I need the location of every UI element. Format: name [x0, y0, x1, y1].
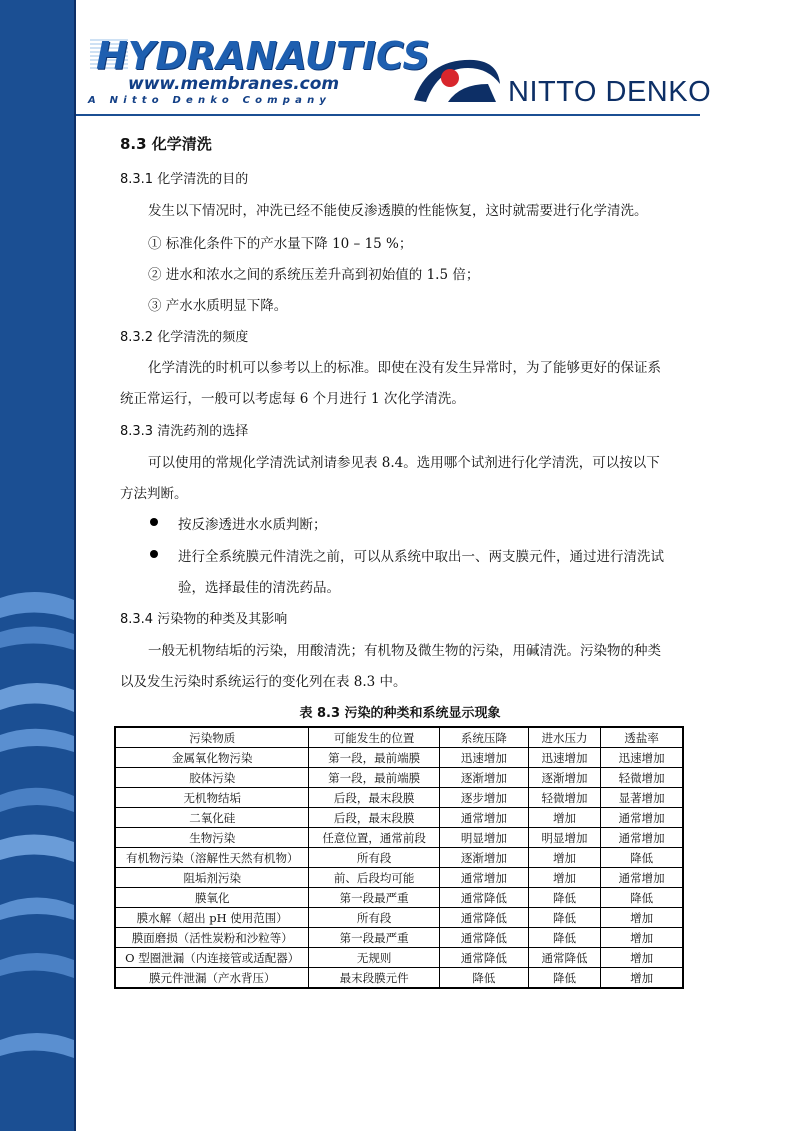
table-row	[115, 828, 683, 848]
table-cell: 通常增加	[439, 808, 528, 828]
paragraph: 以及发生污染时系统运行的变化列在表 8.3 中。	[120, 674, 407, 690]
table-cell: 任意位置，通常前段	[309, 828, 440, 848]
table-cell: 胶体污染	[115, 768, 309, 788]
table-cell: 通常增加	[601, 828, 683, 848]
column-header: 系统压降	[439, 727, 528, 748]
table-cell: 生物污染	[115, 828, 309, 848]
table-cell: 通常增加	[601, 808, 683, 828]
nitto-denko-wordmark: NITTO DENKO	[508, 76, 712, 108]
table-cell: 轻微增加	[528, 788, 601, 808]
bullet-icon	[150, 518, 158, 526]
table-cell: 膜元件泄漏（产水背压）	[115, 968, 309, 989]
table-cell: 迅速增加	[528, 748, 601, 768]
table-cell: 后段，最末段膜	[309, 788, 440, 808]
table-cell: 显著增加	[601, 788, 683, 808]
paragraph: 发生以下情况时，冲洗已经不能使反渗透膜的性能恢复，这时就需要进行化学清洗。	[148, 203, 648, 219]
table-cell: 无机物结垢	[115, 788, 309, 808]
table-cell: 膜面磨损（活性炭粉和沙粒等）	[115, 928, 309, 948]
table-cell: 第一段，最前端膜	[309, 748, 440, 768]
table-cell: 膜水解（超出 pH 使用范围）	[115, 908, 309, 928]
table-cell: 增加	[528, 868, 601, 888]
table-row	[115, 908, 683, 928]
table-row	[115, 748, 683, 768]
company-url: www.membranes.com	[128, 74, 340, 94]
table-cell: 第一段最严重	[309, 928, 440, 948]
table-cell: 增加	[528, 808, 601, 828]
table-cell: 通常降低	[528, 948, 601, 968]
table-cell: 明显增加	[439, 828, 528, 848]
paragraph: 方法判断。	[120, 486, 188, 502]
table-cell: 第一段，最前端膜	[309, 768, 440, 788]
table-cell: 通常增加	[601, 868, 683, 888]
bullet-item: 按反渗透进水水质判断；	[178, 517, 327, 533]
nitto-swoosh-icon	[408, 54, 504, 112]
list-item: ③ 产水水质明显下降。	[148, 298, 288, 314]
table-cell: 逐步增加	[439, 788, 528, 808]
table-cell: 逐渐增加	[439, 768, 528, 788]
column-header: 污染物质	[115, 727, 309, 748]
left-decorative-band	[0, 0, 74, 1131]
table-header-row	[115, 727, 683, 748]
table-row	[115, 848, 683, 868]
table-caption: 表 8.3 污染的种类和系统显示现象	[299, 706, 501, 721]
wave-decoration	[0, 0, 74, 1131]
header-rule	[76, 114, 700, 116]
table-row	[115, 968, 683, 989]
company-tagline: A Nitto Denko Company	[88, 95, 332, 106]
table-cell: 通常增加	[439, 868, 528, 888]
hydranautics-logo	[88, 30, 430, 110]
column-header: 透盐率	[601, 727, 683, 748]
paragraph: 统正常运行，一般可以考虑每 6 个月进行 1 次化学清洗。	[120, 391, 465, 407]
subsection-heading-8-3-4: 8.3.4 污染物的种类及其影响	[120, 612, 288, 627]
table-cell: 降低	[528, 888, 601, 908]
table-cell: 通常降低	[439, 948, 528, 968]
table-cell: 降低	[439, 968, 528, 989]
table-cell: 逐渐增加	[528, 768, 601, 788]
table-cell: 金属氧化物污染	[115, 748, 309, 768]
vertical-divider	[74, 0, 76, 1131]
table-cell: 所有段	[309, 908, 440, 928]
table-cell: 第一段最严重	[309, 888, 440, 908]
table-cell: 增加	[601, 908, 683, 928]
subsection-heading-8-3-3: 8.3.3 清洗药剂的选择	[120, 424, 249, 439]
pollution-table	[114, 726, 684, 989]
subsection-heading-8-3-2: 8.3.2 化学清洗的频度	[120, 330, 249, 345]
table-row	[115, 808, 683, 828]
nitto-denko-logo	[408, 54, 712, 112]
table-row	[115, 928, 683, 948]
table-cell: 有机物污染（溶解性天然有机物）	[115, 848, 309, 868]
table-cell: 所有段	[309, 848, 440, 868]
table-cell: 迅速增加	[439, 748, 528, 768]
table-cell: O 型圈泄漏（内连接管或适配器）	[115, 948, 309, 968]
table-row	[115, 888, 683, 908]
paragraph: 一般无机物结垢的污染，用酸清洗；有机物及微生物的污染，用碱清洗。污染物的种类	[148, 643, 661, 659]
table-cell: 降低	[528, 928, 601, 948]
bullet-icon	[150, 550, 158, 558]
table-cell: 后段，最末段膜	[309, 808, 440, 828]
section-title: 8.3 化学清洗	[120, 135, 212, 153]
table-row	[115, 948, 683, 968]
paragraph: 化学清洗的时机可以参考以上的标准。即使在没有发生异常时，为了能够更好的保证系	[148, 360, 661, 376]
table-cell: 降低	[601, 848, 683, 868]
hydranautics-wordmark: HYDRANAUTICS	[96, 34, 430, 78]
table-cell: 轻微增加	[601, 768, 683, 788]
table-cell: 膜氧化	[115, 888, 309, 908]
table-cell: 最末段膜元件	[309, 968, 440, 989]
table-cell: 增加	[601, 928, 683, 948]
table-cell: 阻垢剂污染	[115, 868, 309, 888]
table-cell: 通常降低	[439, 888, 528, 908]
list-item: ① 标准化条件下的产水量下降 10 – 15 %；	[148, 236, 413, 252]
bullet-item-continuation: 验，选择最佳的清洗药品。	[178, 580, 340, 596]
subsection-heading-8-3-1: 8.3.1 化学清洗的目的	[120, 172, 249, 187]
table-cell: 通常降低	[439, 928, 528, 948]
paragraph: 可以使用的常规化学清洗试剂请参见表 8.4。选用哪个试剂进行化学清洗，可以按以下	[148, 455, 660, 471]
column-header: 进水压力	[528, 727, 601, 748]
table-cell: 增加	[528, 848, 601, 868]
table-cell: 降低	[528, 908, 601, 928]
table-row	[115, 768, 683, 788]
table-row	[115, 868, 683, 888]
table-cell: 通常降低	[439, 908, 528, 928]
table-cell: 增加	[601, 948, 683, 968]
table-cell: 明显增加	[528, 828, 601, 848]
list-item: ② 进水和浓水之间的系统压差升高到初始值的 1.5 倍；	[148, 267, 480, 283]
table-cell: 增加	[601, 968, 683, 989]
bullet-item: 进行全系统膜元件清洗之前，可以从系统中取出一、两支膜元件，通过进行清洗试	[178, 549, 664, 565]
table-cell: 降低	[601, 888, 683, 908]
table-cell: 迅速增加	[601, 748, 683, 768]
table-cell: 二氧化硅	[115, 808, 309, 828]
table-cell: 降低	[528, 968, 601, 989]
column-header: 可能发生的位置	[309, 727, 440, 748]
table-cell: 前、后段均可能	[309, 868, 440, 888]
table-cell: 无规则	[309, 948, 440, 968]
table-cell: 逐渐增加	[439, 848, 528, 868]
table-row	[115, 788, 683, 808]
